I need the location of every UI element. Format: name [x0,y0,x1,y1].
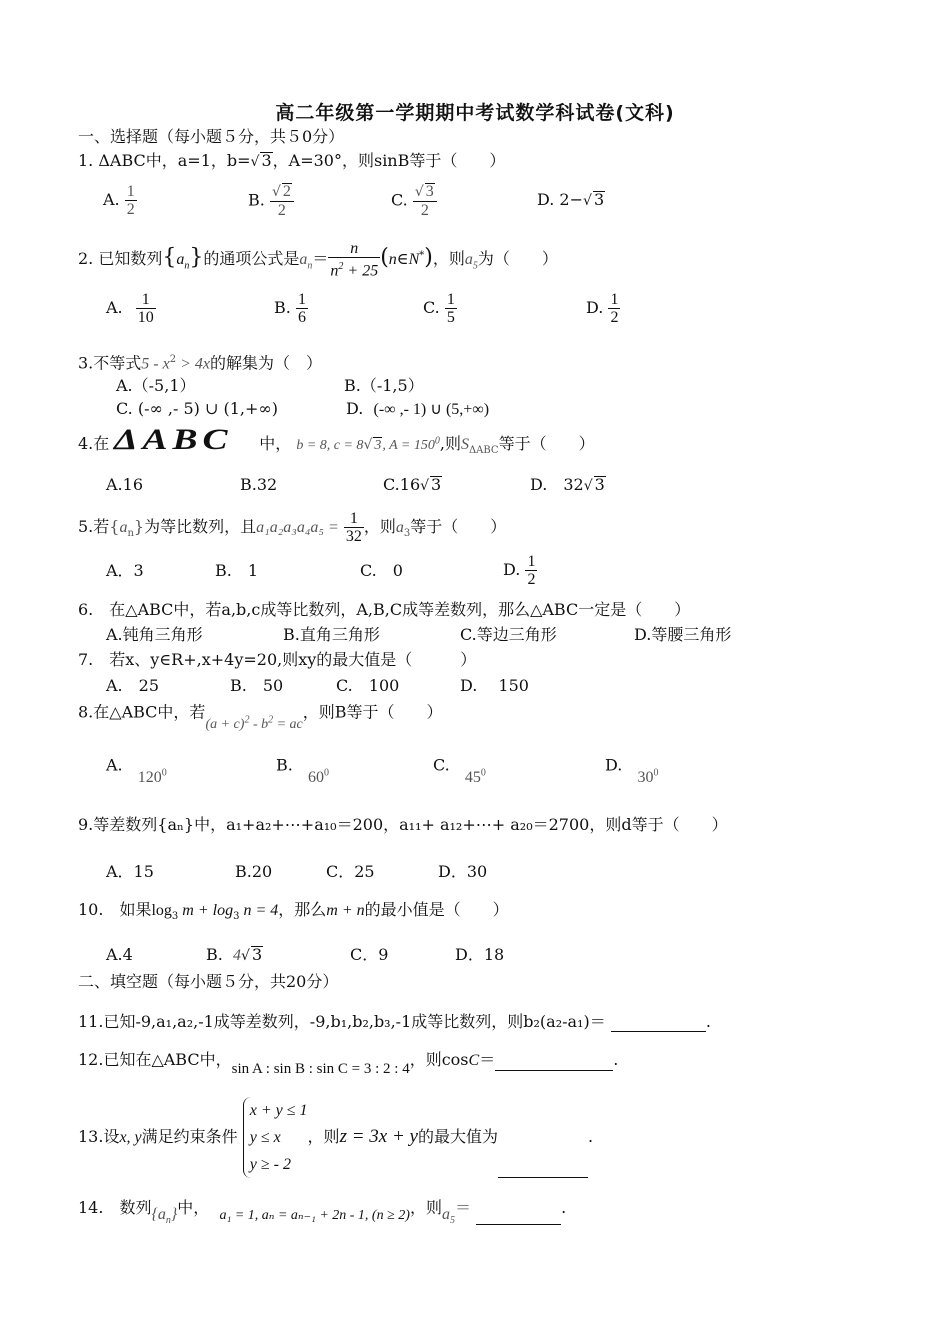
formula-fraction: $\frac{n}{n^2 + 25}$ [330,240,379,280]
q6-option-b[interactable]: B.直角三角形 [283,625,380,644]
question-text-end: ，A=30°，则sinB等于（ ） [272,151,506,170]
q9-option-c[interactable]: C．25 [326,862,375,881]
q6-option-c[interactable]: C.等边三角形 [460,625,557,644]
question-text-mid: 的通项公式是 [203,249,300,269]
radicand: 3 [261,151,272,170]
question-12: 12.已知在△ABC中，sin A : sin B : sin C = 3 : 2 : 4，则cosC＝ . [78,1050,619,1077]
option-label: B. [248,190,265,210]
option-label: D. [346,399,364,418]
fraction: $\frac{1}{32}$ [345,510,362,545]
q10-option-a[interactable]: A.4 [106,945,133,964]
q2-option-c[interactable] [423,291,457,326]
option-label: D. 2− [537,190,584,209]
q7-option-b[interactable]: B. 50 [230,676,284,695]
fraction: $\frac{1}{2}$ [610,291,619,326]
question-11: 11.已知-9,a₁,a₂,-1成等差数列，-9,b₁,b₂,b₃,-1成等比数列，则b₂(a₂-a₁)＝ . [78,1012,711,1031]
option-label: C. [423,298,440,317]
q7-option-c[interactable]: C. 100 [336,676,400,695]
question-13: 13.设x, y满足约束条件 x + y ≤ 1 y ≤ x y ≥ - 2 ，则z = 3x + y的最大值为 . [78,1097,593,1178]
q3-option-a[interactable]: A.（-5,1） [116,376,196,395]
answer-blank[interactable] [495,1070,613,1071]
fraction: $\frac{1}{2}$ [126,183,135,218]
q8-option-b[interactable]: B. $60^0$ [276,755,329,787]
option-label: B. [276,755,293,775]
q1-option-b[interactable] [248,183,294,219]
q9-option-b[interactable]: B.20 [235,862,273,881]
fraction: $\frac{1}{5}$ [446,291,455,326]
question-text: 14. 数列 [78,1198,152,1217]
question-9: 9.等差数列{aₙ}中，a₁+a₂+⋯+a₁₀＝200，a₁₁+ a₁₂+⋯+ a₂₀＝2700，则d等于（ ） [78,815,728,834]
q7-option-d[interactable]: D. 150 [460,676,529,695]
question-3: 3.不等式$5 - x^2 > 4x$的解集为（ ） [78,353,323,373]
q10-option-d[interactable]: D．18 [455,945,505,964]
question-text: 11.已知-9,a₁,a₂,-1成等差数列，-9,b₁,b₂,b₃,-1成等比数列，则b₂(a₂-a₁)＝ [78,1012,606,1031]
question-7: 7. 若x、y∈R+,x+4y=20,则xy的最大值是（ ） [78,650,477,669]
radicand: 3 [593,190,605,209]
q2-option-d[interactable] [586,291,620,326]
question-text: 12.已知在△ABC中， [78,1050,232,1069]
question-number: 1. [78,151,94,170]
q1-option-c[interactable] [391,183,437,219]
question-5: 5.若$\{a_n\}$为等比数列，且a₁a₂a₃a₄a₅ = $\frac{1}{32}$ ，则$a_3$等于（ ） [78,510,507,545]
option-label: A. [103,190,120,209]
option-label: C. [433,755,450,775]
option-label: A. [106,755,123,775]
question-4: 4.在 ΔABC 中， b = 8, c = 8√ 3, $A = 150^0$,则$S_{\Delta ABC}$等于（ ） [78,423,595,457]
q2-option-a[interactable] [106,291,156,326]
question-text: 8.在△ABC中，若 [78,702,206,722]
exam-title: 高二年级第一学期期中考试数学科试卷(文科) [275,102,675,124]
fraction: $\frac{√ 2}{2}$ [270,183,294,219]
question-14: 14. 数列$\{a_n\}$中， a₁ = 1, aₙ = aₙ₋₁ + 2n - 1, (n ≥ 2)，则$a_5=$ . [78,1198,567,1227]
q8-option-a[interactable]: A. $120^0$ [106,755,167,787]
q6-option-a[interactable]: A.钝角三角形 [106,625,203,644]
q3-option-d[interactable]: D. (-∞ ,- 1) ∪ (5,+∞) [346,399,490,418]
question-text: 4.在 [78,434,110,453]
q3-option-c[interactable]: C. (-∞ ,- 5) ∪ (1,+∞) [116,399,278,418]
q7-option-a[interactable]: A. 25 [106,676,160,695]
q1-option-a[interactable] [103,183,137,218]
q4-option-b[interactable]: B.32 [240,475,278,494]
q4-option-c[interactable]: C.16√ 3 [383,475,442,494]
q6-option-d[interactable]: D.等腰三角形 [634,625,732,644]
q8-option-d[interactable]: D. $30^0$ [605,755,659,787]
section-2-heading: 二、填空题（每小题５分，共20分） [78,972,339,991]
q9-option-d[interactable]: D．30 [438,862,488,881]
question-text: 2. 已知数列 [78,249,163,269]
question-text: 13.设 [78,1127,120,1146]
q3-option-b[interactable]: B.（-1,5） [344,376,424,395]
answer-blank[interactable] [498,1177,588,1178]
fraction: $\frac{√ 3}{2}$ [413,183,437,219]
question-8: 8.在△ABC中，若$(a + c)^2 - b^2$ = ac，则B等于（ ） [78,702,443,732]
question-1: 1. ΔABC中，a=1，b=√ 3，A=30°，则sinB等于（ ） [78,151,506,170]
option-label: D. [503,560,521,579]
q4-option-a[interactable]: A.16 [106,475,143,494]
triangle-abc-label: ΔABC [114,423,233,456]
q2-option-b[interactable] [274,291,308,326]
option-label: C. [391,190,408,210]
fraction: $\frac{1}{6}$ [297,291,306,326]
q5-option-d[interactable] [503,553,537,588]
q5-option-b[interactable]: B. 1 [215,561,259,580]
q1-option-d[interactable]: D. 2−√ 3 [537,190,605,209]
option-label: B. [206,945,223,964]
option-label: B. [274,298,291,317]
q5-option-a[interactable]: A．3 [106,561,144,580]
question-10: 10. 如果$\log_3 m + \log_3 n = 4$，那么m + n的最小值是（ ） [78,900,509,923]
q4-option-d[interactable]: D. 32√ 3 [530,475,605,494]
q10-option-c[interactable]: C．9 [350,945,389,964]
q5-option-c[interactable]: C. 0 [360,561,403,580]
question-6: 6. 在△ABC中，若a,b,c成等比数列，A,B,C成等差数列，那么△ABC一定是（ ） [78,600,691,619]
option-label: D. [586,298,604,317]
answer-blank[interactable] [611,1031,706,1032]
option-label: D. [605,755,623,775]
fraction: $\frac{1}{10}$ [137,291,154,326]
fraction: $\frac{1}{2}$ [527,553,536,588]
section-1-heading: 一、选择题（每小题５分，共５0分） [78,127,345,146]
q9-option-a[interactable]: A．15 [106,862,154,881]
option-label: D. 32 [530,475,584,494]
answer-blank[interactable] [476,1224,561,1225]
q8-option-c[interactable]: C. $45^0$ [433,755,486,787]
question-text: 10. 如果 [78,900,152,919]
option-label: A. [106,298,123,317]
q10-option-b[interactable]: B. 4√ 3 [206,945,263,964]
constraint-system: x + y ≤ 1 y ≤ x y ≥ - 2 [243,1097,308,1178]
question-text: 3.不等式 [78,353,142,373]
question-text: 5.若 [78,517,110,536]
question-text: ΔABC中，a=1，b= [98,151,251,170]
question-2: 2. 已知数列$\{a_n\}$的通项公式是$a_n=$ $\frac{n}{n^2 + 25}$ (n∈N*)，则$a_5$为（ ） [78,240,558,280]
option-label: C.16 [383,475,421,494]
